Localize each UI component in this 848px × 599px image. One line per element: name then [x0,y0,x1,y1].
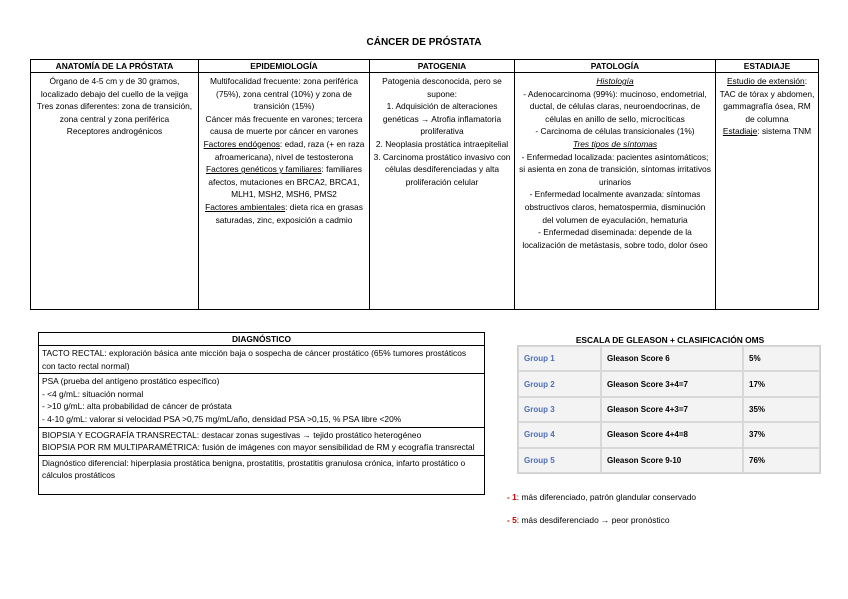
sintomas-p2: - Enfermedad localmente avanzada: síntomas obstructivos claros, hematospermia, disminución del volumen de eyaculación, hematuria [524,189,706,225]
diag-tacto-rectal: TACTO RECTAL: exploración básica ante micción baja o sospecha de cáncer prostático (65% tumores prostáticos con tacto rectal normal) [39,346,485,374]
histologia-p2: - Carcinoma de células transicionales (1%) [535,126,695,137]
page-title: CÁNCER DE PRÓSTATA [366,37,482,48]
estadiaje-sistema [719,125,815,138]
sintomas-heading: Tres tipos de síntomas [572,138,658,149]
epi-factores-ambientales [202,201,366,226]
gleason-score: Gleason Score 4+3=7 [601,397,743,422]
epi-f3-text: : dieta rica en grasas saturadas, zinc, exposición a cadmio [215,201,363,225]
gleason-row [518,371,820,396]
diag-row-diferencial [39,455,485,494]
estadiaje-l2: Estadiaje [722,126,758,137]
gleason-note-5 [507,515,670,525]
gleason-title: ESCALA DE GLEASON + CLASIFICACIÓN OMS [575,335,765,345]
diag-psa-l3: - >10 g/mL: alta probabilidad de cáncer de próstata [42,401,232,412]
cell-patologia [515,73,716,310]
diag-row-psa [39,374,485,427]
gleason-score: Gleason Score 9-10 [601,448,743,473]
anatomia-p1: Órgano de 4-5 cm y de 30 gramos, localizado debajo del cuello de la vejiga [40,76,189,99]
cell-patogenia [370,73,515,310]
diag-row-tacto [39,346,485,374]
diag-diferencial: Diagnóstico diferencial: hiperplasia prostática benigna, prostatitis, prostatitis granulosa crónica, infarto prostático o cálculos prostáticos [39,455,485,494]
diag-biopsia-rm: BIOPSIA POR RM MULTIPARAMÉTRICA: fusión de imágenes con mayor sensibilidad de RM y ecografía transrectal [42,442,475,453]
epi-f1-text: : edad, raza (+ en raza afroamericana), nivel de testosterona [214,138,365,162]
estadiaje-l1: Estudio de extensión [726,76,805,86]
header-patologia: PATOLOGÍA [515,60,716,73]
main-table [30,59,819,310]
diagnostico-header: DIAGNÓSTICO [39,333,485,346]
gleason-pct: 5% [743,346,820,371]
diag-psa-cell [39,374,485,427]
note-5-text: : más desdiferenciado → peor pronóstico [516,515,670,525]
header-estadiaje: ESTADIAJE [716,60,819,73]
gleason-pct: 76% [743,448,820,473]
diag-biopsia-cell [39,427,485,455]
estadiaje-t1: : TAC de tórax y abdomen, gammagrafía ósea, RM de columna [719,76,815,124]
gleason-group: Group 2 [518,371,601,396]
epi-p1: Multifocalidad frecuente: zona periférica (75%), zona central (10%) y zona de transición (15%) [209,76,359,112]
epi-f3-label: Factores ambientales [205,201,286,212]
gleason-group: Group 5 [518,448,601,473]
gleason-row [518,422,820,447]
gleason-row [518,397,820,422]
note-5-dash: - [507,515,513,525]
gleason-group: Group 4 [518,422,601,447]
note-1-number: 1 [512,492,517,502]
gleason-pct: 17% [743,371,820,396]
pat-p2: 1. Adquisición de alteraciones genéticas → Atrofia inflamatoria proliferativa [382,101,502,137]
diag-psa-l4: - 4-10 g/mL: valorar si velocidad PSA >0,75 mg/mL/año, densidad PSA >0,15, % PSA libre <20% [42,413,402,424]
gleason-pct: 37% [743,422,820,447]
sintomas-p3: - Enfermedad diseminada: depende de la localización de metástasis, sobre todo, dolor óseo [522,227,708,250]
anatomia-p2: Tres zonas diferentes: zona de transición, zona central y zona periférica [36,101,193,124]
epi-factores-endogenos [202,138,366,163]
pat-p4: 3. Carcinoma prostático invasivo con células desdiferenciadas y alta proliferación celular [373,151,511,187]
histologia-p1: - Adenocarcinoma (99%): mucinoso, endometrial, ductal, de células claras, neuroendocrinas, de células en anillo de sello, microcíticas [523,88,707,124]
gleason-table [518,346,820,473]
cell-anatomia [31,73,199,310]
epi-factores-geneticos [202,163,366,201]
gleason-row [518,448,820,473]
header-anatomia: ANATOMÍA DE LA PRÓSTATA [31,60,199,73]
diag-psa-title: PSA (prueba del antígeno prostático específico) [42,376,220,387]
cell-epidemiologia [199,73,370,310]
gleason-score: Gleason Score 3+4=7 [601,371,743,396]
pat-p3: 2. Neoplasia prostática intraepitelial [375,138,509,149]
sintomas-p1: - Enfermedad localizada: pacientes asintomáticos; si asienta en zona de transición, síntomas irritativos urinarios [519,151,711,187]
diag-row-biopsia [39,427,485,455]
gleason-pct: 35% [743,397,820,422]
epi-f2-text: : familiares afectos, mutaciones en BRCA2, BRCA1, MLH1, MSH2, MSH6, PMS2 [208,164,362,200]
estadiaje-t2: : sistema TNM [757,126,812,137]
estadiaje-extension [719,75,815,125]
gleason-score: Gleason Score 4+4=8 [601,422,743,447]
gleason-group: Group 3 [518,397,601,422]
main-table-body-row [31,73,819,310]
diagnostico-header-row [39,333,485,346]
histologia-heading: Histología [596,76,634,86]
header-epidemiologia: EPIDEMIOLOGÍA [199,60,370,73]
anatomia-p3: Receptores androgénicos [66,126,163,137]
diag-psa-l2: - <4 g/mL: situación normal [42,388,144,399]
pat-p1: Patogenia desconocida, pero se supone: [382,76,502,99]
gleason-row [518,346,820,371]
diag-biopsia-eco: BIOPSIA Y ECOGRAFÍA TRANSRECTAL: destacar zonas sugestivas → tejido prostático heterogéneo [42,429,422,440]
main-table-header-row [31,60,819,73]
gleason-note-1 [507,492,696,502]
note-1-text: : más diferenciado, patrón glandular conservado [516,492,697,502]
gleason-score: Gleason Score 6 [601,346,743,371]
gleason-group: Group 1 [518,346,601,371]
note-5-number: 5 [512,515,517,525]
note-1-dash: - [507,492,513,502]
epi-f1-label: Factores endógenos [203,138,280,149]
epi-p2: Cáncer más frecuente en varones; tercera causa de muerte por cáncer en varones [205,113,363,137]
diagnostico-table [38,332,485,495]
epi-f2-label: Factores genéticos y familiares [206,164,322,175]
header-patogenia: PATOGENIA [370,60,515,73]
cell-estadiaje [716,73,819,310]
